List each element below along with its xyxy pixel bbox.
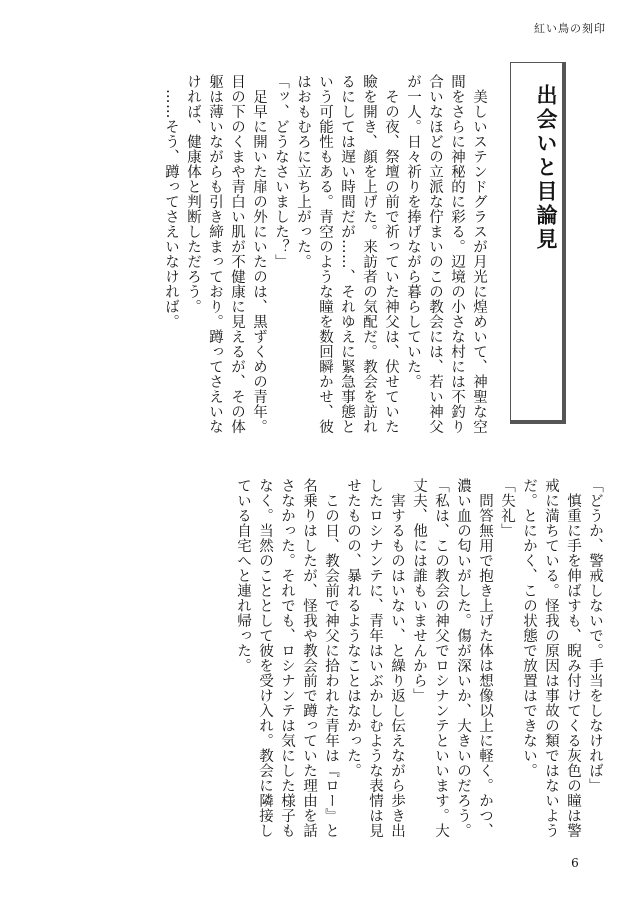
paragraph: 害するものはいない、と繰り返し伝えながら歩き出したロシナンテに、青年はいぶかしむような表情は見せたものの、暴れるようなことはなかった。 <box>345 478 405 838</box>
paragraph: 「私は、この教会の神父でロシナンテといいます。大丈夫、他には誰もいませんから」 <box>411 478 449 838</box>
paragraph: 「どうか、警戒しないで。手当をしなければ」 <box>587 478 603 793</box>
running-title: 紅い鳥の刻印 <box>534 22 606 35</box>
paragraph: 問答無用で抱き上げた体は想像以上に軽く。かつ、濃い血の匂いがした。傷が深いか、大きいのだろう。 <box>455 478 493 838</box>
chapter-title: 出会いと目論見 <box>534 84 558 252</box>
paragraph: 足早に開いた扉の外にいたのは、黒ずくめの青年。目の下のくまや青白い肌が不健康に見えるが、その体躯は薄いながらも引き締まっており。蹲ってさえいなければ、健康体と判断しただろう。 <box>185 74 267 434</box>
paragraph: この日、教会前で神父に拾われた青年は『ロー』と名乗りはしたが、怪我や教会前で蹲っていた理由を話さなかった。それでも、ロシナンテは気にした様子もなく。当然のこととして彼を受け入れ。教会に隣接している自宅へと連れ帰った。 <box>235 478 339 838</box>
chapter-title-box <box>510 62 566 424</box>
bottom-text-block <box>202 478 606 848</box>
page-number: 6 <box>571 856 579 870</box>
paragraph: ……そう、蹲ってさえいなければ。 <box>163 74 179 329</box>
paragraph: 慎重に手を伸ばすも、睨み付けてくる灰色の瞳は警戒に満ちている。怪我の原因は事故の類ではないようだ。とにかく、この状態で放置はできない。 <box>521 478 581 838</box>
paragraph: その夜、祭壇の前で祈っていた神父は、伏せていた瞼を開き、顔を上げた。来訪者の気配だ。教会を訪れるにしては遅い時間だが……、それゆえに緊急事態という可能性もある。青空のような瞳を数回瞬かせ、彼はおもむろに立ち上がった。 <box>295 74 399 434</box>
paragraph: 「ッ、どうなさいました？」 <box>273 74 289 269</box>
top-text-block <box>88 74 490 444</box>
paragraph: 美しいステンドグラスが月光に煌めいて、神聖な空間をさらに神秘的に彩る。辺境の小さな村には不釣り合いなほどの立派な佇まいのこの教会には、若い神父が一人。日々祈りを捧げながら暮らしていた。 <box>405 74 487 434</box>
paragraph: 「失礼」 <box>499 478 515 538</box>
